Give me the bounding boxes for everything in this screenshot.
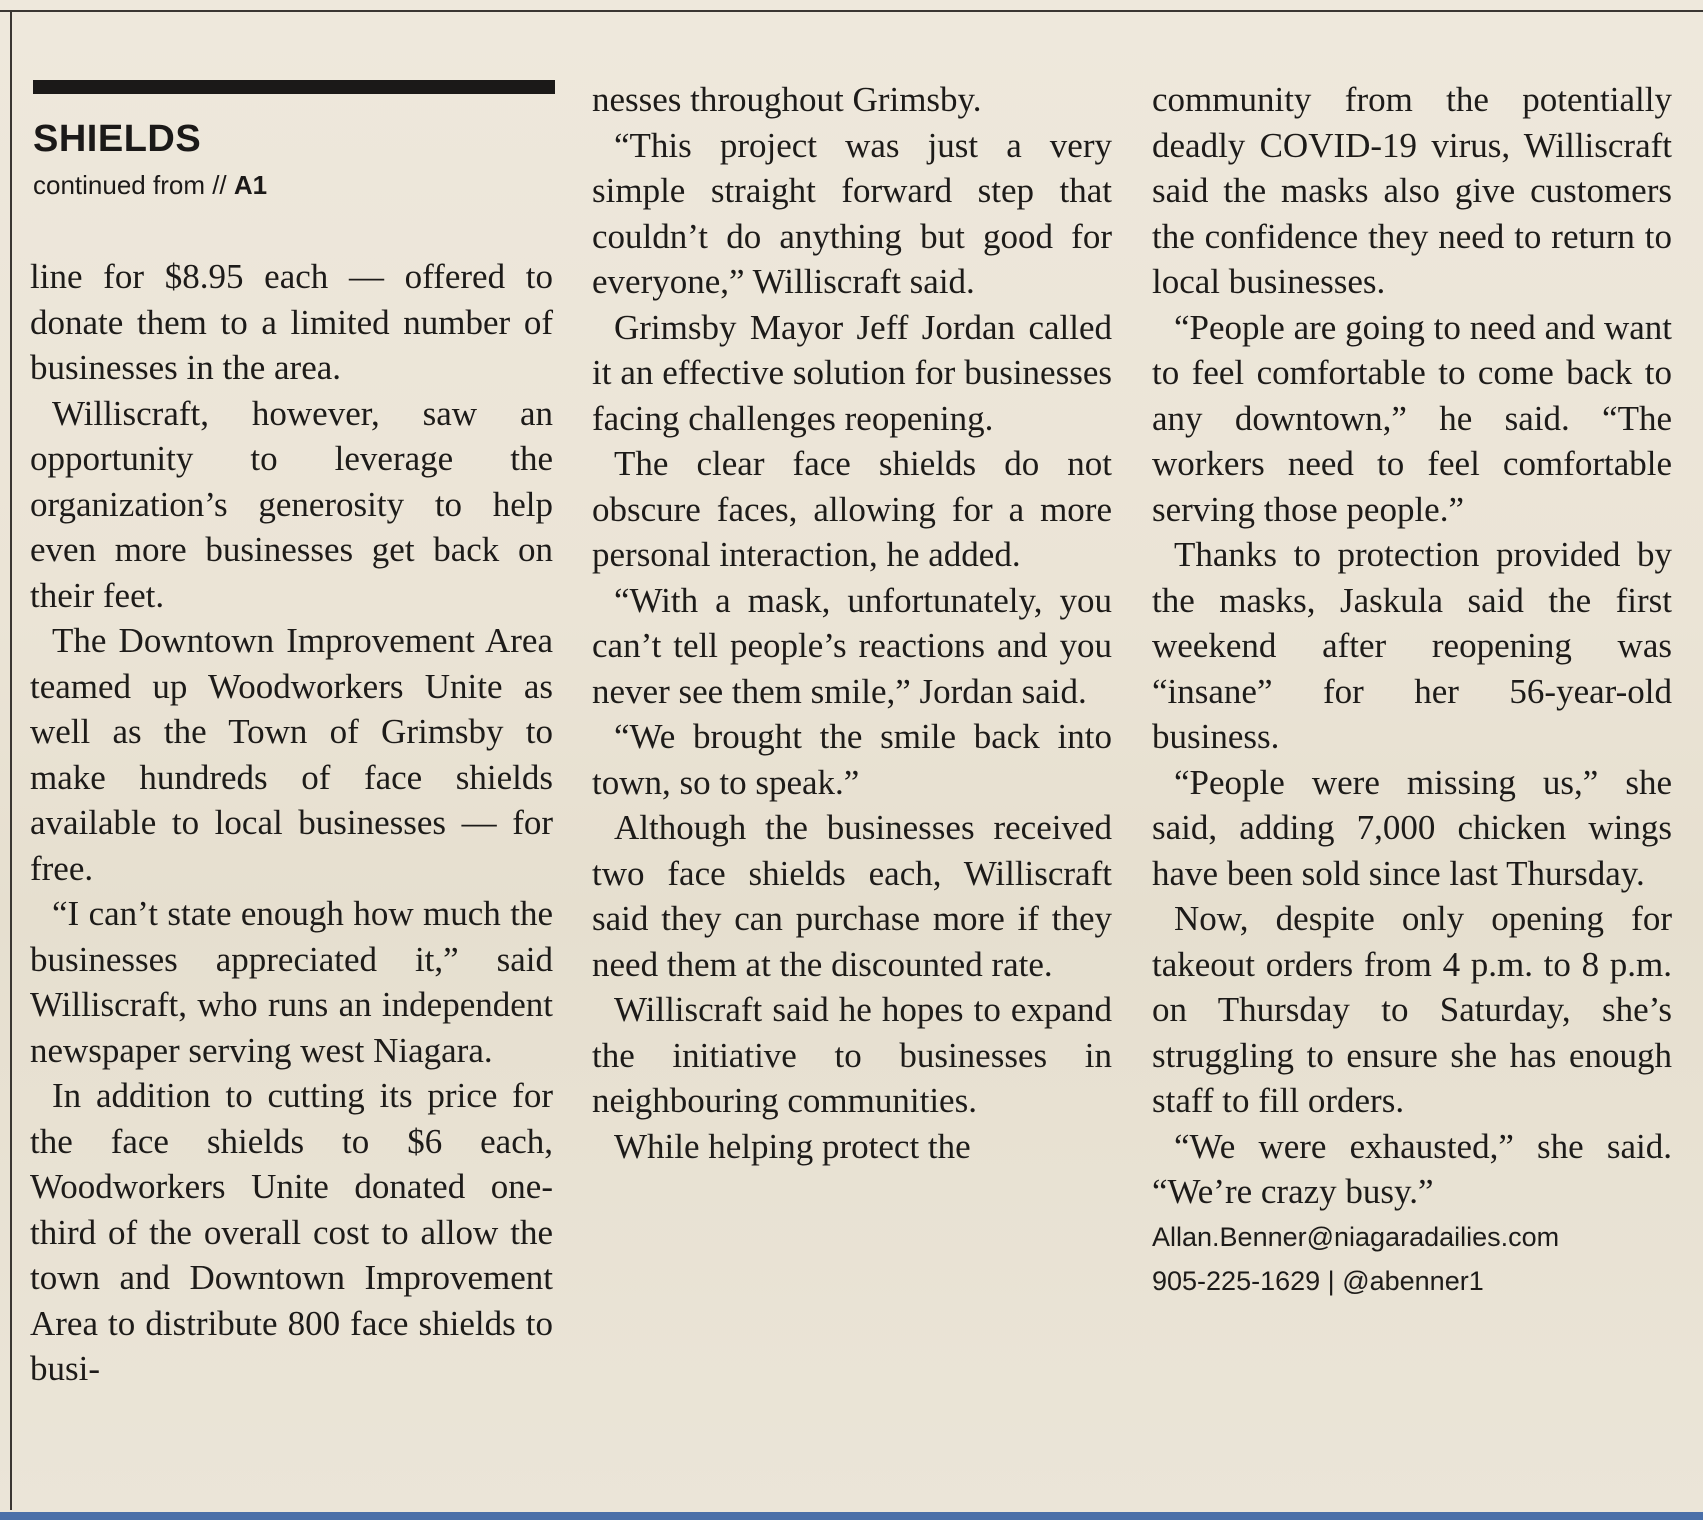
- article-column-3: [1152, 77, 1672, 1303]
- byline-contact: [1152, 1259, 1672, 1303]
- continued-page-ref: A1: [233, 170, 268, 200]
- left-rule: [10, 10, 12, 1510]
- section-header-bar: [33, 80, 555, 94]
- byline-handle[interactable]: @abenner1: [1342, 1265, 1484, 1296]
- paragraph: The clear face shields do not obscure faces, allowing for a more personal interaction, he added.: [592, 444, 1112, 574]
- continued-prefix: continued from //: [33, 170, 227, 200]
- article-column-2: [592, 77, 1112, 1169]
- byline-phone[interactable]: 905-225-1629: [1152, 1265, 1321, 1296]
- paragraph: In addition to cutting its price for the face shields to $6 each, Woodworkers Unite donated one-third of the overall cost to allow the town and Downtown Improvement Area to distribute 800 face shields to busi-: [30, 1076, 553, 1388]
- continued-from-line: [33, 170, 267, 201]
- paragraph: Williscraft, however, saw an opportunity to leverage the organization’s generosity to help even more businesses get back on their feet.: [30, 393, 553, 615]
- paragraph: Grimsby Mayor Jeff Jordan called it an effective solution for businesses facing challenges reopening.: [592, 307, 1112, 438]
- paragraph: “People were missing us,” she said, adding 7,000 chicken wings have been sold since last Thursday.: [1152, 762, 1672, 893]
- paragraph: community from the potentially deadly COVID-19 virus, Williscraft said the masks also give customers the confidence they need to return to local businesses.: [1152, 80, 1672, 301]
- top-rule: [0, 10, 1703, 12]
- paragraph: “We were exhausted,” she said. “We’re crazy busy.”: [1152, 1126, 1672, 1211]
- paragraph: Now, despite only opening for takeout orders from 4 p.m. to 8 p.m. on Thursday to Saturday, she’s struggling to ensure she has enough staff to fill orders.: [1152, 899, 1672, 1120]
- paragraph: Although the businesses received two face shields each, Williscraft said they can purchase more if they need them at the discounted rate.: [592, 808, 1112, 984]
- byline-email[interactable]: Allan.Benner@niagaradailies.com: [1152, 1221, 1560, 1252]
- paragraph: “I can’t state enough how much the businesses appreciated it,” said Williscraft, who runs an independent newspaper serving west Niagara.: [30, 894, 553, 1070]
- article-column-1: [30, 254, 553, 1392]
- paragraph: “We brought the smile back into town, so to speak.”: [592, 717, 1112, 802]
- paragraph: line for $8.95 each — offered to donate them to a limited number of businesses in the area.: [30, 257, 553, 387]
- story-kicker: SHIELDS: [33, 118, 202, 160]
- paragraph: “People are going to need and want to feel comfortable to come back to any downtown,” he said. “The workers need to feel comfortable serving those people.”: [1152, 307, 1672, 529]
- byline-separator: |: [1327, 1265, 1335, 1296]
- paragraph: Thanks to protection provided by the masks, Jaskula said the first weekend after reopening was “insane” for her 56-year-old business.: [1152, 535, 1672, 756]
- paragraph: “With a mask, unfortunately, you can’t tell people’s reactions and you never see them smile,” Jordan said.: [592, 580, 1112, 711]
- paragraph: The Downtown Improvement Area teamed up Woodworkers Unite as well as the Town of Grimsby to make hundreds of face shields available to local businesses — for free.: [30, 621, 553, 888]
- bottom-color-band: [0, 1512, 1703, 1520]
- paragraph: While helping protect the: [614, 1126, 971, 1166]
- paragraph: nesses throughout Grimsby.: [592, 80, 982, 119]
- paragraph: “This project was just a very simple straight forward step that couldn’t do anything but good for everyone,” Williscraft said.: [592, 125, 1112, 301]
- paragraph: Williscraft said he hopes to expand the initiative to businesses in neighbouring communities.: [592, 990, 1112, 1120]
